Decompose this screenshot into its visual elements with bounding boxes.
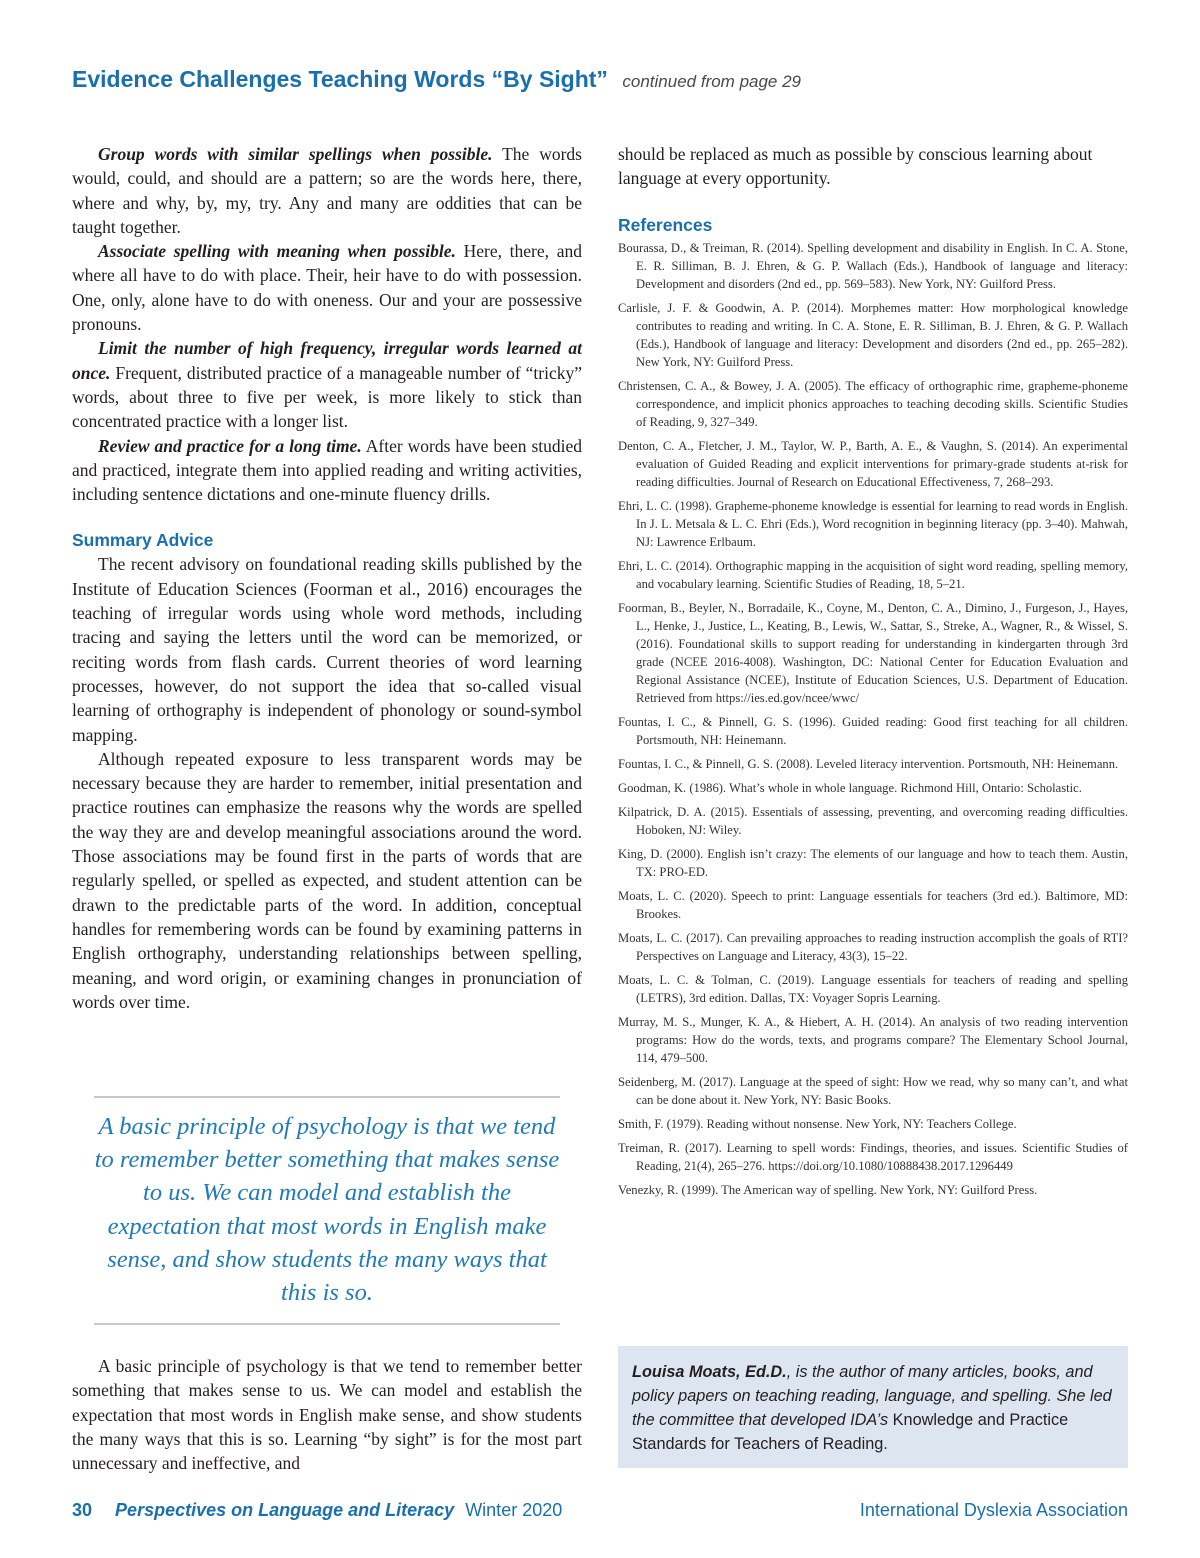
author-name: Louisa Moats, Ed.D. bbox=[632, 1363, 787, 1381]
reference-item: Ehri, L. C. (1998). Grapheme-phoneme knowledge is essential for learning to read words in English. In J. L. Metsala & L. C. Ehri (Eds.), Word recognition in beginning literacy (pp. 3–40). Mahwah, NJ: Lawrence Erlbaum. bbox=[618, 498, 1128, 549]
references-heading: References bbox=[618, 214, 713, 235]
summary-advice-heading: Summary Advice bbox=[72, 530, 214, 551]
reference-item: Moats, L. C. & Tolman, C. (2019). Language essentials for teachers of reading and spelling (LETRS), 3rd edition. Dallas, TX: Voyager Sopris Learning. bbox=[618, 972, 1128, 1005]
reference-item: Christensen, C. A., & Bowey, J. A. (2005). The efficacy of orthographic rime, grapheme-phoneme correspondence, and implicit phonics approaches to teaching decoding skills. Scientific Studies of Reading, 9, 327–349. bbox=[618, 378, 1128, 429]
reference-item: Ehri, L. C. (2014). Orthographic mapping in the acquisition of sight word reading, spelling memory, and vocabulary learning. Scientific Studies of Reading, 18, 5–21. bbox=[618, 558, 1128, 591]
pull-quote-text: A basic principle of psychology is that we tend to remember better something that makes sense to us. We can model and establish the expectation that most words in English make sense, and show students the many ways that this is so. bbox=[94, 1113, 560, 1307]
left-column bbox=[72, 142, 582, 1014]
reference-item: Murray, M. S., Munger, K. A., & Hiebert, A. H. (2014). An analysis of two reading intervention programs: How do the words, texts, and programs compare? The Elementary School Journal, 114, 479–500. bbox=[618, 1014, 1128, 1065]
author-bio-italic: , is the author of many articles, books, and policy papers on teaching reading, language, and spelling. She led the committee that developed IDA’s bbox=[632, 1363, 1112, 1429]
article-header bbox=[72, 66, 1132, 93]
paragraph-associate-spelling bbox=[72, 239, 582, 336]
reference-item: Kilpatrick, D. A. (2015). Essentials of assessing, preventing, and overcoming reading difficulties. Hoboken, NJ: Wiley. bbox=[618, 804, 1128, 837]
reference-list bbox=[618, 239, 1128, 1199]
paragraph-lead: Review and practice for a long time. bbox=[98, 435, 362, 456]
author-bio-standards: Knowledge and Practice Standards for Teachers of Reading. bbox=[632, 1411, 1069, 1453]
reference-item: Foorman, B., Beyler, N., Borradaile, K., Coyne, M., Denton, C. A., Dimino, J., Furgeson, J., Hayes, L., Henke, J., Justice, L., Keating, B., Lewis, W., Sattar, S., Streke, A., Wagner, R., & Wissel, S. (2016). Foundational skills to support reading for understanding in kindergarten through 3rd grade (NCEE 2016-4008). Washington, DC: National Center for Education Evaluation and Regional Assistance (NCEE), Institute of Education Sciences, U.S. Department of Education. Retrieved from https://ies.ed.gov/ncee/wwc/ bbox=[618, 600, 1128, 705]
reference-item: Denton, C. A., Fletcher, J. M., Taylor, W. P., Barth, A. E., & Vaughn, S. (2014). An experimental evaluation of Guided Reading and explicit interventions for primary-grade students at-risk for reading difficulties. Journal of Research on Educational Effectiveness, 7, 268–293. bbox=[618, 438, 1128, 489]
page-number: 30 bbox=[72, 1500, 93, 1520]
pull-quote bbox=[94, 1096, 560, 1325]
paragraph-summary-1: The recent advisory on foundational reading skills published by the Institute of Education Sciences (Foorman et al., 2016) encourages the teaching of irregular words using whole word methods, including tracing and saying the letters until the word can be memorized, or reciting words from flash cards. Current theories of word learning processes, however, do not support the idea that so-called visual learning of orthography is independent of phonology or sound-symbol mapping. bbox=[72, 554, 582, 745]
paragraph-group-words bbox=[72, 142, 582, 239]
paragraph-lead: Associate spelling with meaning when possible. bbox=[98, 241, 456, 262]
right-column bbox=[618, 142, 1128, 1205]
journal-name: Perspectives on Language and Literacy bbox=[115, 1500, 455, 1520]
reference-item: Venezky, R. (1999). The American way of spelling. New York, NY: Guilford Press. bbox=[618, 1182, 1038, 1197]
reference-item: Seidenberg, M. (2017). Language at the speed of sight: How we read, why so many can’t, and what can be done about it. New York, NY: Basic Books. bbox=[618, 1074, 1128, 1107]
reference-item: Goodman, K. (1986). What’s whole in whole language. Richmond Hill, Ontario: Scholastic. bbox=[618, 780, 1082, 795]
reference-item: Smith, F. (1979). Reading without nonsense. New York, NY: Teachers College. bbox=[618, 1116, 1017, 1131]
organization-name: International Dyslexia Association bbox=[859, 1500, 1128, 1520]
paragraph-limit-number bbox=[72, 336, 582, 433]
reference-item: King, D. (2000). English isn’t crazy: The elements of our language and how to teach them. Austin, TX: PRO-ED. bbox=[618, 846, 1128, 879]
reference-item: Carlisle, J. F. & Goodwin, A. P. (2014). Morphemes matter: How morphological knowledge contributes to reading and writing. In C. A. Stone, E. R. Silliman, B. J. Ehren, & G. P. Wallach (Eds.), Handbook of language and literacy: Development and disorders (2nd ed., pp. 265–282). New York, NY: Guilford Press. bbox=[618, 300, 1128, 369]
reference-item: Fountas, I. C., & Pinnell, G. S. (1996). Guided reading: Good first teaching for all children. Portsmouth, NH: Heinemann. bbox=[618, 714, 1128, 747]
reference-item: Treiman, R. (2017). Learning to spell words: Findings, theories, and issues. Scientific Studies of Reading, 21(4), 265–276. https://doi.org/10.1080/10888438.2017.1296449 bbox=[618, 1140, 1128, 1173]
paragraph-text: The words would, could, and should are a pattern; so are the words here, there, where and why, by, my, try. Any and many are oddities that can be taught together. bbox=[72, 144, 582, 237]
author-bio-box bbox=[618, 1346, 1128, 1468]
paragraph-text: Here, there, and where all have to do with place. Their, heir have to do with possession. One, only, alone have to do with oneness. Our and your are possessive pronouns. bbox=[72, 241, 582, 335]
paragraph-text: Frequent, distributed practice of a manageable number of “tricky” words, about three to five per week, is more likely to stick than concentrated practice with a longer list. bbox=[72, 362, 582, 432]
paragraph-basic-principle: A basic principle of psychology is that we tend to remember better something that makes sense to us. We can model and establish the expectation that most words in English make sense, and show students the many ways that this is so. Learning “by sight” is for the most part unnecessary and ineffective, and bbox=[72, 1356, 582, 1474]
paragraph-review-practice bbox=[72, 434, 582, 507]
reference-item: Moats, L. C. (2020). Speech to print: Language essentials for teachers (3rd ed.). Baltimore, MD: Brookes. bbox=[618, 888, 1128, 921]
paragraph-continued: should be replaced as much as possible by conscious learning about language at every opportunity. bbox=[618, 144, 1093, 189]
left-column-bottom bbox=[72, 1354, 582, 1475]
reference-item: Fountas, I. C., & Pinnell, G. S. (2008). Leveled literacy intervention. Portsmouth, NH: Heinemann. bbox=[618, 756, 1119, 771]
journal-issue: Winter 2020 bbox=[465, 1500, 563, 1520]
author-bio bbox=[632, 1360, 1114, 1456]
reference-item: Moats, L. C. (2017). Can prevailing approaches to reading instruction accomplish the goals of RTI? Perspectives on Language and Literacy, 43(3), 15–22. bbox=[618, 930, 1128, 963]
article-title: Evidence Challenges Teaching Words “By Sight” bbox=[72, 66, 608, 92]
paragraph-lead: Limit the number of high frequency, irregular words learned at once. bbox=[72, 338, 582, 383]
page-footer bbox=[72, 1500, 1132, 1521]
reference-item: Bourassa, D., & Treiman, R. (2014). Spelling development and disability in English. In C. A. Stone, E. R. Silliman, B. J. Ehren, & G. P. Wallach (Eds.), Handbook of language and literacy: Development and disorders (2nd ed., pp. 569–583). New York, NY: Guilford Press. bbox=[618, 240, 1128, 291]
paragraph-text: After words have been studied and practiced, integrate them into applied reading and writing activities, including sentence dictations and one-minute fluency drills. bbox=[72, 435, 583, 505]
paragraph-summary-2: Although repeated exposure to less transparent words may be necessary because they are harder to remember, initial presentation and practice routines can emphasize the reasons why the words are spelled the way they are and develop meaningful associations around the word. Those associations may be found first in the parts of words that are regularly spelled, or spelled as expected, and student attention can be drawn to the predictable parts of the word. In addition, conceptual handles for remembering words can be found by examining patterns in English orthography, understanding relationships between spelling, meaning, and word origin, or examining changes in pronunciation of words over time. bbox=[72, 748, 582, 1012]
paragraph-lead: Group words with similar spellings when possible. bbox=[98, 144, 493, 164]
continued-note: continued from page 29 bbox=[622, 72, 802, 91]
